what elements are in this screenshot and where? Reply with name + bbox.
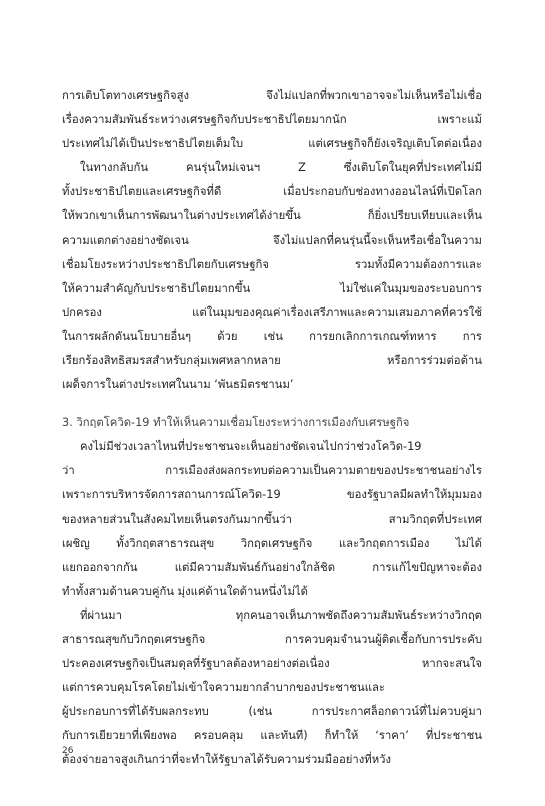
text-line: กับการเยียวยาที่เพียงพอ ครอบคลุม และทันที) ก็ทำให้ ‘ราคา’ ที่ประชาชน: [62, 729, 482, 743]
page-number: 26: [62, 746, 74, 756]
text-line: ในการผลักดันนโยบายอื่นๆ ด้วย เช่น การยกเลิกการเกณฑ์ทหาร การ: [62, 329, 482, 343]
text-line: เผด็จการในต่างประเทศในนาม ‘พันธมิตรชานม’: [62, 378, 294, 392]
text-line: ผู้ประกอบการที่ได้รับผลกระทบ (เช่น การประกาศล็อกดาวน์ที่ไม่ควบคู่มา: [62, 705, 482, 719]
text-line: เรื่องความสัมพันธ์ระหว่างเศรษฐกิจกับประชาธิปไตยมากนัก เพราะแม้: [62, 113, 482, 127]
paragraph-3: [62, 435, 482, 604]
text-line: แยกออกจากกัน แต่มีความสัมพันธ์กันอย่างใกล้ชิด การแก้ไขปัญหาจะต้อง: [62, 560, 482, 574]
text-line: ว่า การเมืองส่งผลกระทบต่อความเป็นความตายของประชาชนอย่างไร: [62, 464, 482, 478]
text-line: สาธารณสุขกับวิกฤตเศรษฐกิจ การควบคุมจำนวนผู้ติดเชื้อกับการประคับ: [62, 632, 482, 646]
paragraph-2: [62, 156, 482, 397]
text-line: ของหลายส่วนในสังคมไทยเห็นตรงกันมากขึ้นว่า สามวิกฤตที่ประเทศ: [62, 512, 482, 526]
text-line: การเติบโตทางเศรษฐกิจสูง จึงไม่แปลกที่พวกเขาอาจจะไม่เห็นหรือไม่เชื่อ: [62, 89, 482, 102]
text-line: ทำทั้งสามด้านควบคู่กัน มุ่งแค่ด้านใดด้านหนึ่งไม่ได้: [62, 584, 308, 598]
text-line: ความแตกต่างอย่างชัดเจน จึงไม่แปลกที่คนรุ่นนี้จะเห็นหรือเชื่อในความ: [62, 233, 482, 247]
text-line: ให้ความสำคัญกับประชาธิปไตยมากขึ้น ไม่ใช่แค่ในมุมของระบอบการ: [62, 281, 482, 295]
text-line: คงไม่มีช่วงเวลาไหนที่ประชาชนจะเห็นอย่างชัดเจนไปกว่าช่วงโควิด-19: [80, 440, 422, 454]
text-line: เพราะการบริหารจัดการสถานการณ์โควิด-19 ของรัฐบาลมีผลทำให้มุมมอง: [62, 488, 482, 502]
text-line: ต้องจ่ายอาจสูงเกินกว่าที่จะทำให้รัฐบาลได้รับความร่วมมืออย่างที่หวัง: [62, 753, 392, 767]
text-line: ปกครอง แต่ในมุมของคุณค่าเรื่องเสรีภาพและความเสมอภาคที่ควรใช้: [62, 305, 482, 319]
text-line: ทั้งประชาธิปไตยและเศรษฐกิจที่ดี เมื่อประกอบกับช่องทางออนไลน์ที่เปิดโลก: [62, 185, 482, 199]
paragraph-1: [62, 84, 482, 156]
text-line: เรียกร้องสิทธิสมรสสำหรับกลุ่มเพศหลากหลาย หรือการร่วมต่อต้าน: [62, 354, 482, 368]
text-line: ที่ผ่านมา ทุกคนอาจเห็นภาพชัดถึงความสัมพันธ์ระหว่างวิกฤต: [80, 608, 482, 622]
body-text: [62, 84, 482, 773]
text-line: ประเทศไม่ได้เป็นประชาธิปไตยเต็มใบ แต่เศรษฐกิจก็ยังเจริญเติบโตต่อเนื่อง: [62, 137, 482, 151]
text-line: ประคองเศรษฐกิจเป็นสมดุลที่รัฐบาลต้องหาอย่างต่อเนื่อง หากจะสนใจ: [62, 657, 482, 671]
section-heading: 3. วิกฤตโควิด-19 ทำให้เห็นความเชื่อมโยงระหว่างการเมืองกับเศรษฐกิจ: [62, 416, 410, 430]
text-line: แต่การควบคุมโรคโดยไม่เข้าใจความยากลำบากของประชาชนและ: [62, 681, 385, 695]
text-line: ให้พวกเขาเห็นการพัฒนาในต่างประเทศได้ง่ายขึ้น ก็ยิ่งเปรียบเทียบและเห็น: [62, 209, 482, 223]
text-line: ในทางกลับกัน คนรุ่นใหม่เจนฯ Z ซึ่งเติบโตในยุคที่ประเทศไม่มี: [80, 161, 482, 175]
text-line: เผชิญ ทั้งวิกฤตสาธารณสุข วิกฤตเศรษฐกิจ และวิกฤตการเมือง ไม่ได้: [62, 536, 482, 550]
paragraph-4: [62, 604, 482, 773]
text-line: เชื่อมโยงระหว่างประชาธิปไตยกับเศรษฐกิจ รวมทั้งมีความต้องการและ: [62, 257, 482, 271]
